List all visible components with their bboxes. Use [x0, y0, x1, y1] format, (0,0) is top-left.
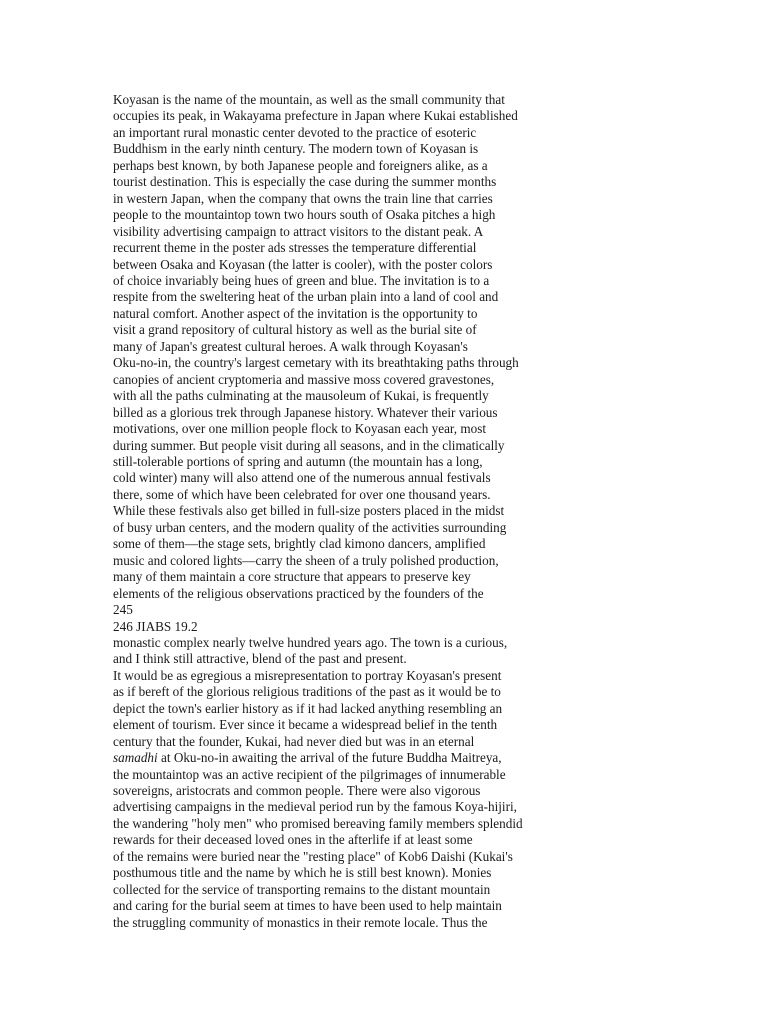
text-line: sovereigns, aristocrats and common people. There were also vigorous — [113, 783, 481, 799]
text-line: natural comfort. Another aspect of the invitation is the opportunity to — [113, 305, 478, 321]
text-line: music and colored lights—carry the sheen of a truly polished production, — [113, 552, 499, 568]
text-line: rewards for their deceased loved ones in the afterlife if at least some — [113, 832, 473, 848]
text-line: century that the founder, Kukai, had never died but was in an eternal — [113, 733, 475, 749]
text-line: the wandering "holy men" who promised bereaving family members splendid — [113, 815, 523, 831]
text-line: canopies of ancient cryptomeria and massive moss covered gravestones, — [113, 371, 495, 387]
text-line: with all the paths culminating at the mausoleum of Kukai, is frequently — [113, 388, 489, 404]
text-line: monastic complex nearly twelve hundred years ago. The town is a curious, — [113, 634, 508, 650]
body-text — [113, 92, 553, 931]
text-line: tourist destination. This is especially the case during the summer months — [113, 174, 497, 190]
text-line: It would be as egregious a misrepresentation to portray Koyasan's present — [113, 667, 502, 683]
text-line — [113, 750, 553, 766]
text-line: people to the mountaintop town two hours south of Osaka pitches a high — [113, 207, 496, 223]
text-line: respite from the sweltering heat of the urban plain into a land of cool and — [113, 289, 499, 305]
text-line: of choice invariably being hues of green and blue. The invitation is to a — [113, 272, 490, 288]
text-line: cold winter) many will also attend one of the numerous annual festivals — [113, 470, 491, 486]
text-line: 245 — [113, 602, 133, 618]
text-line: billed as a glorious trek through Japanese history. Whatever their various — [113, 404, 498, 420]
text-line: 246 JIABS 19.2 — [113, 618, 198, 634]
text-line: depict the town's earlier history as if it had lacked anything resembling an — [113, 700, 503, 716]
text-line: collected for the service of transporting remains to the distant mountain — [113, 881, 491, 897]
text-line-rest: at Oku-no-in awaiting the arrival of the future Buddha Maitreya, — [157, 750, 502, 766]
text-line: there, some of which have been celebrated for over one thousand years. — [113, 486, 491, 502]
text-line: the mountaintop was an active recipient of the pilgrimages of innumerable — [113, 766, 506, 782]
text-line: visit a grand repository of cultural history as well as the burial site of — [113, 322, 477, 338]
text-line: motivations, over one million people flock to Koyasan each year, most — [113, 421, 487, 437]
text-line: perhaps best known, by both Japanese people and foreigners alike, as a — [113, 157, 488, 173]
text-line: the struggling community of monastics in their remote locale. Thus the — [113, 914, 488, 930]
text-line: in western Japan, when the company that owns the train line that carries — [113, 190, 493, 206]
text-line: of the remains were buried near the "resting place" of Kob6 Daishi (Kukai's — [113, 848, 513, 864]
text-line: as if bereft of the glorious religious traditions of the past as it would be to — [113, 684, 501, 700]
text-line: posthumous title and the name by which he is still best known). Monies — [113, 865, 492, 881]
text-line: and caring for the burial seem at times to have been used to help maintain — [113, 898, 502, 914]
text-line: recurrent theme in the poster ads stresses the temperature differential — [113, 240, 477, 256]
text-line: occupies its peak, in Wakayama prefecture in Japan where Kukai established — [113, 108, 518, 124]
text-line: between Osaka and Koyasan (the latter is cooler), with the poster colors — [113, 256, 493, 272]
text-line: during summer. But people visit during all seasons, and in the climatically — [113, 437, 505, 453]
text-line: of busy urban centers, and the modern quality of the activities surrounding — [113, 519, 507, 535]
italic-term: samadhi — [113, 750, 158, 766]
text-line: some of them—the stage sets, brightly clad kimono dancers, amplified — [113, 536, 486, 552]
text-line: Koyasan is the name of the mountain, as well as the small community that — [113, 92, 505, 107]
text-line: many of them maintain a core structure that appears to preserve key — [113, 569, 471, 585]
text-line: elements of the religious observations practiced by the founders of the — [113, 585, 484, 601]
text-line: visibility advertising campaign to attract visitors to the distant peak. A — [113, 223, 484, 239]
text-line: and I think still attractive, blend of the past and present. — [113, 651, 407, 667]
text-line: an important rural monastic center devoted to the practice of esoteric — [113, 124, 477, 140]
text-line: many of Japan's greatest cultural heroes. A walk through Koyasan's — [113, 338, 468, 354]
text-line: Buddhism in the early ninth century. The modern town of Koyasan is — [113, 141, 479, 157]
text-line: advertising campaigns in the medieval period run by the famous Koya-hijiri, — [113, 799, 517, 815]
text-line: element of tourism. Ever since it became a widespread belief in the tenth — [113, 717, 498, 733]
text-line: While these festivals also get billed in full-size posters placed in the midst — [113, 503, 505, 519]
text-line: Oku-no-in, the country's largest cemetary with its breathtaking paths through — [113, 355, 519, 371]
text-line: still-tolerable portions of spring and autumn (the mountain has a long, — [113, 453, 483, 469]
